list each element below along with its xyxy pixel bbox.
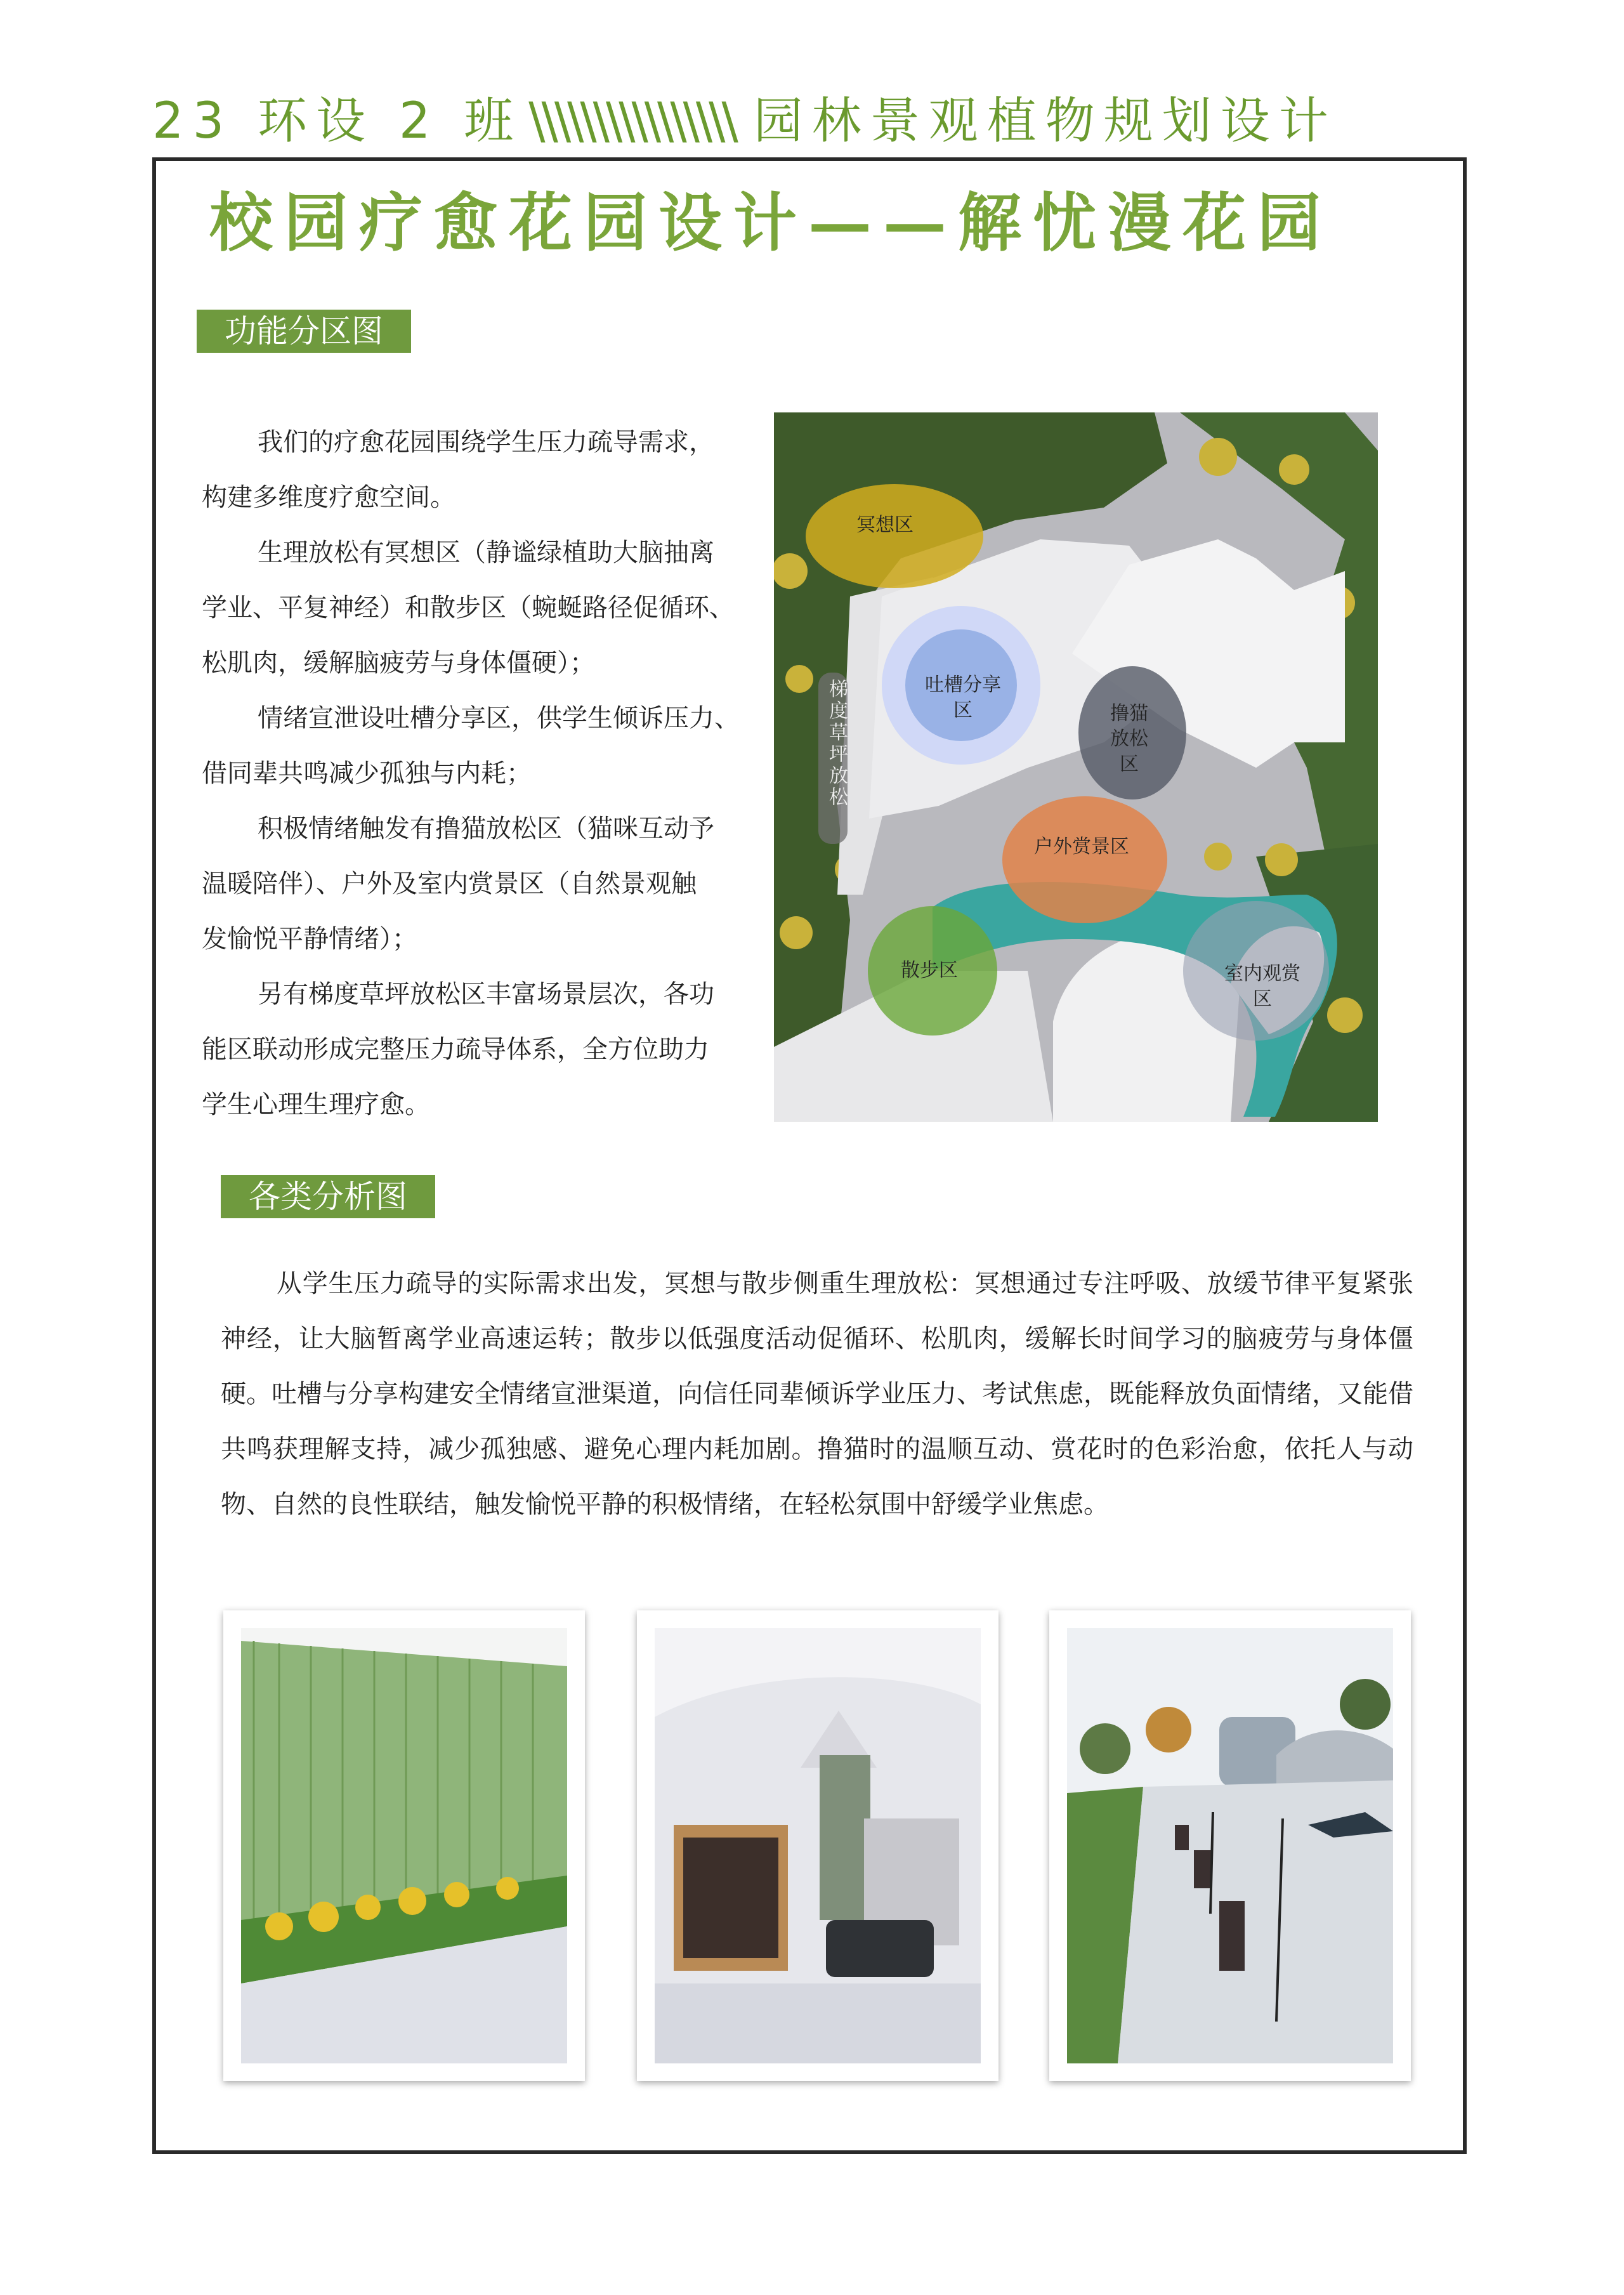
zoning-text-line: 借同辈共鸣减少孤独与内耗； <box>202 759 532 788</box>
zoning-text-line: 温暖陪伴）、户外及室内赏景区（自然景观触 <box>202 869 697 898</box>
zone-indoor: 室内观赏区 <box>1224 963 1300 1010</box>
outdoor-plaza-image <box>1067 1628 1393 2063</box>
zoning-text-line: 积极情绪触发有撸猫放松区（猫咪互动予 <box>258 814 714 843</box>
zoning-text-line: 发愉悦平静情绪）； <box>202 924 417 954</box>
indoor-lounge-image <box>655 1628 981 2063</box>
zone-cat: 撸猫放松区 <box>1110 702 1148 775</box>
zone-meditation: 冥想区 <box>856 514 914 536</box>
zoning-text-line: 能区联动形成完整压力疏导体系，全方位助力 <box>202 1035 709 1064</box>
zoning-text-line: 构建多维度疗愈空间。 <box>202 483 455 512</box>
zoning-text-line: 学生心理生理疗愈。 <box>202 1090 430 1119</box>
section-tag-analysis: 各类分析图 <box>221 1175 435 1218</box>
class-name: 23 环设 2 班 <box>152 93 523 150</box>
zoning-text-line: 情绪宣泄设吐槽分享区，供学生倾诉压力、 <box>258 704 740 733</box>
zoning-plan-image <box>774 412 1378 1122</box>
zoning-text-line: 松肌肉，缓解脑疲劳与身体僵硬）； <box>202 648 595 678</box>
page-title: 校园疗愈花园设计——解忧漫花园 <box>209 185 1332 260</box>
course-name: 园林景观植物规划设计 <box>753 93 1337 150</box>
zone-venting: 吐槽分享区 <box>925 674 1001 721</box>
zoning-description <box>202 415 773 1133</box>
zoning-text-line: 另有梯度草坪放松区丰富场景层次，各功 <box>258 980 714 1009</box>
zoning-text-line: 学业、平复神经）和散步区（蜿蜒路径促循环、 <box>202 593 735 622</box>
header-slashes: \\\\\\\\\\\\\\\\ <box>528 93 735 150</box>
zoning-text-line: 我们的疗愈花园围绕学生压力疏导需求， <box>258 428 714 457</box>
photo-card-bamboo <box>223 1610 585 2081</box>
bamboo-garden-image <box>241 1628 567 2063</box>
analysis-paragraph: 从学生压力疏导的实际需求出发，冥想与散步侧重生理放松：冥想通过专注呼吸、放缓节律平复紧张神经，让大脑暂离学业高速运转；散步以低强度活动促循环、松肌肉，缓解长时间学习的脑疲劳与身体僵硬。吐槽与分享构建安全情绪宣泄渠道，向信任同辈倾诉学业压力、考试焦虑，既能释放负面情绪，又能借共鸣获理解支持，减少孤独感、避免心理内耗加剧。撸猫时的温顺互动、赏花时的色彩治愈，依托人与动物、自然的良性联结，触发愉悦平静的积极情绪，在轻松氛围中舒缓学业焦虑。 <box>221 1269 1413 1519</box>
photo-card-outdoor <box>1049 1610 1411 2081</box>
zoning-text-line: 生理放松有冥想区（静谧绿植助大脑抽离 <box>258 538 714 567</box>
section-tag-zoning: 功能分区图 <box>197 310 411 353</box>
course-header <box>152 93 1337 150</box>
photo-card-interior <box>637 1610 999 2081</box>
zone-outdoor: 户外赏景区 <box>1034 836 1129 858</box>
zone-lawn: 梯度草坪放松 <box>825 679 848 808</box>
zone-walk: 散步区 <box>901 959 958 982</box>
analysis-text <box>221 1256 1413 1532</box>
